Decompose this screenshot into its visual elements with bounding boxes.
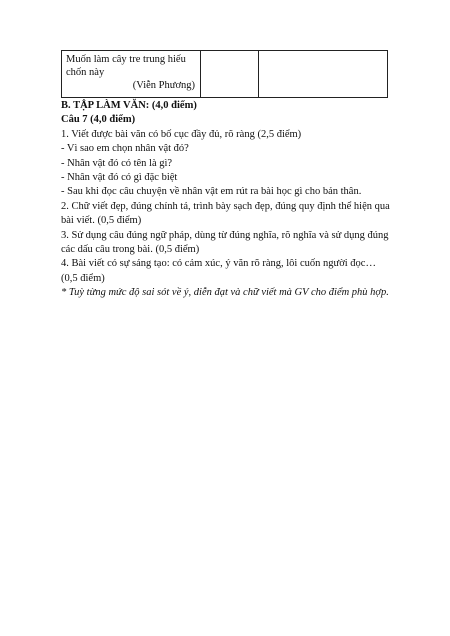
quote-cell: [62, 51, 201, 98]
criterion-line: 3. Sử dụng câu đúng ngữ pháp, dùng từ đúng nghĩa, rõ nghĩa và sử dụng đúng các dấu câu trong bài. (0,5 điểm): [61, 229, 389, 256]
empty-cell: [259, 51, 388, 98]
content: [61, 99, 391, 301]
criterion-line: 4. Bài viết có sự sáng tạo: có cảm xúc, ý văn rõ ràng, lôi cuốn người đọc…(0,5 điểm): [61, 258, 376, 284]
criterion-line: - Nhân vật đó có tên là gì?: [61, 157, 173, 169]
criterion-line: - Sau khi đọc câu chuyện về nhân vật em rút ra bài học gì cho bản thân.: [61, 186, 362, 198]
criterion-line: - Vì sao em chọn nhân vật đó?: [61, 143, 189, 155]
empty-cell: [201, 51, 259, 98]
section-b-title: B. TẬP LÀM VĂN: [61, 100, 146, 111]
quote-author: (Viễn Phương): [132, 80, 195, 91]
section-b-heading: [61, 99, 391, 113]
quote-line-2: chốn này: [66, 67, 105, 78]
quote-line-1: Muốn làm cây tre trung hiếu: [66, 54, 186, 65]
question-7-title: Câu 7 (4,0 điểm): [61, 114, 136, 126]
answer-table: [61, 50, 388, 98]
section-b-score: : (4,0 điểm): [145, 100, 197, 111]
criterion-line: 1. Viết được bài văn có bố cục đầy đủ, rõ ràng (2,5 điểm): [61, 128, 302, 140]
table-row: [62, 51, 388, 98]
criterion-line: 2. Chữ viết đẹp, đúng chính tả, trình bày sạch đẹp, đúng quy định thể hiện qua bài viết. (0,5 điểm): [61, 200, 390, 227]
grading-note: * Tuỳ từng mức độ sai sót về ý, diễn đạt và chữ viết mà GV cho điểm phù hợp.: [61, 287, 389, 299]
criterion-line: - Nhân vật đó có gì đặc biệt: [61, 172, 178, 184]
